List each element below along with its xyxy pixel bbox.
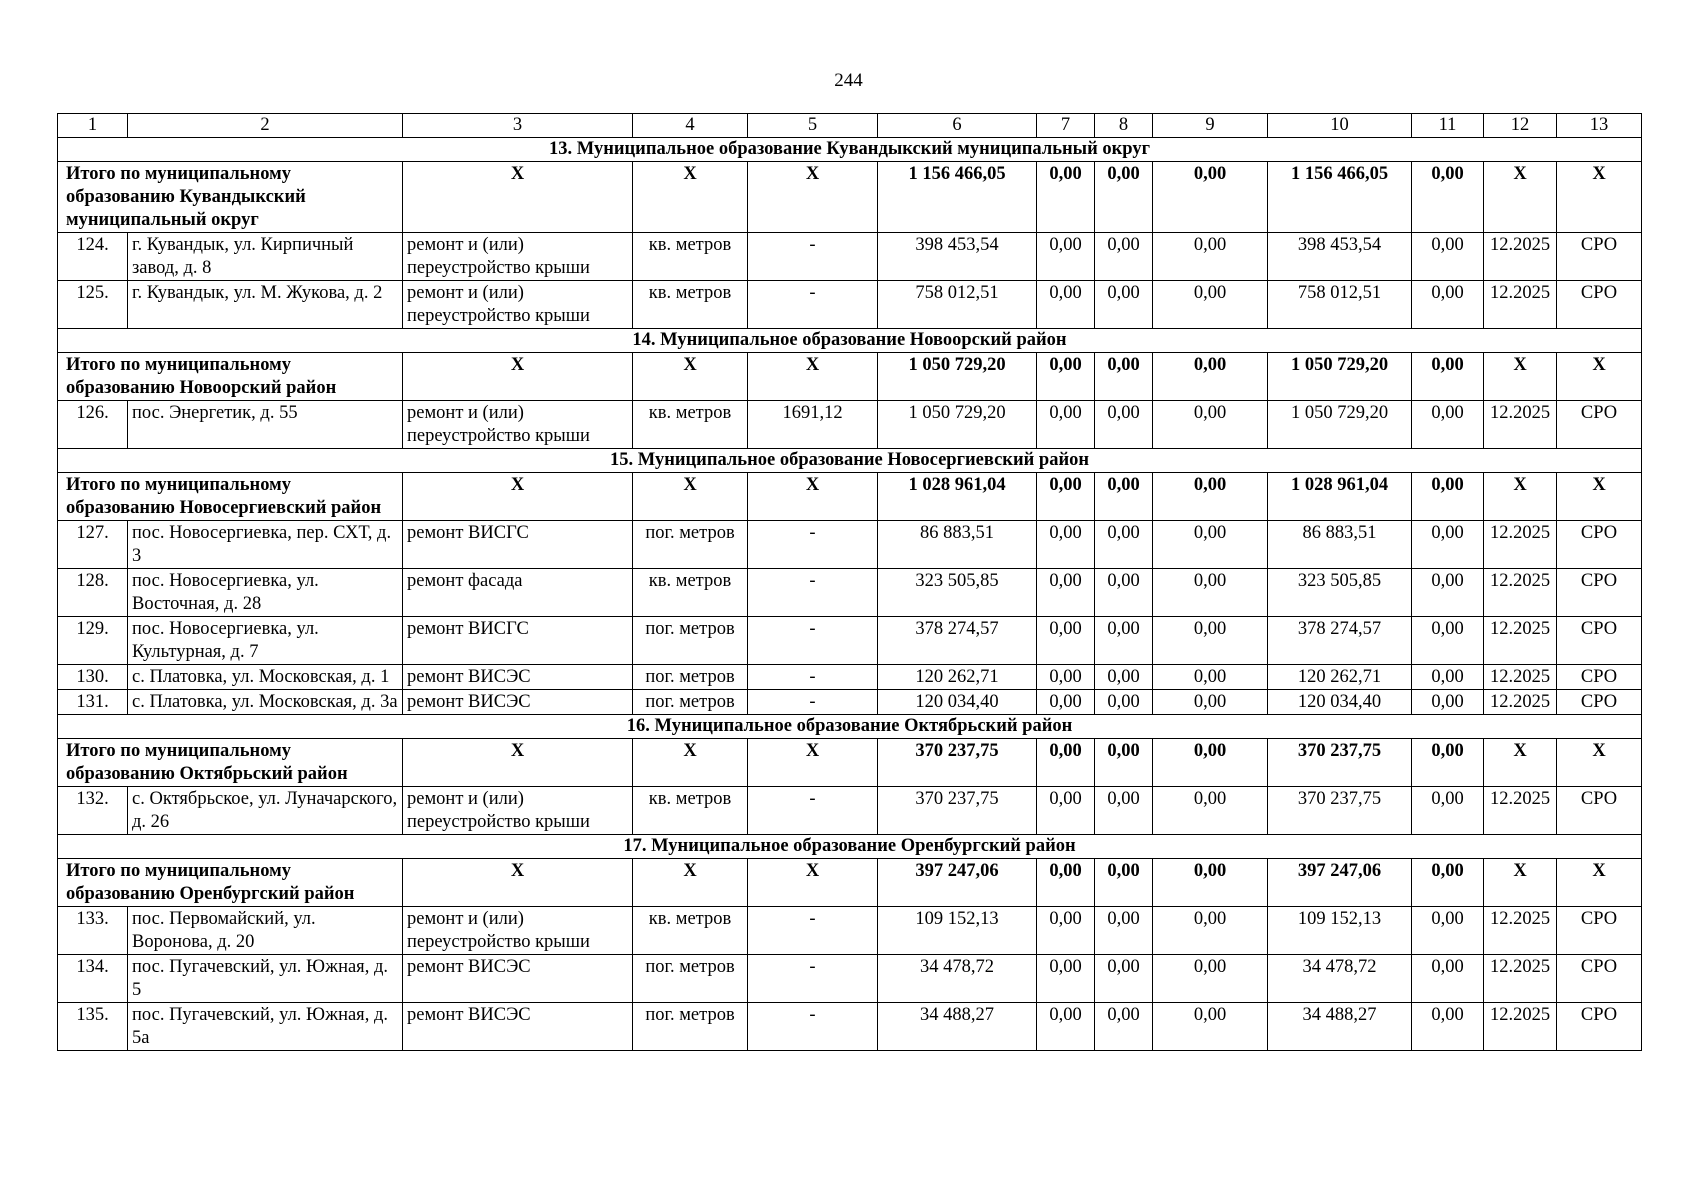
total-cell-c7: 0,00 <box>1037 473 1095 521</box>
address-cell: пос. Новосергиевка, ул. Культурная, д. 7 <box>128 617 403 665</box>
value-cell-c13: СРО <box>1557 1003 1642 1051</box>
value-cell-c9: 0,00 <box>1153 955 1268 1003</box>
section-title: 13. Муниципальное образование Кувандыкский муниципальный округ <box>58 138 1642 162</box>
unit-cell: пог. метров <box>633 521 748 569</box>
value-cell-c8: 0,00 <box>1095 787 1153 835</box>
value-cell-c6: 378 274,57 <box>878 617 1037 665</box>
quantity-cell: - <box>748 569 878 617</box>
total-cell-c12: X <box>1484 162 1557 233</box>
column-header: 6 <box>878 114 1037 138</box>
value-cell-c6: 323 505,85 <box>878 569 1037 617</box>
table-row <box>58 1003 1642 1051</box>
total-cell-c12: X <box>1484 353 1557 401</box>
value-cell-c11: 0,00 <box>1412 665 1484 690</box>
total-cell-c4: X <box>633 353 748 401</box>
total-cell-c4: X <box>633 739 748 787</box>
value-cell-c9: 0,00 <box>1153 787 1268 835</box>
address-cell: пос. Энергетик, д. 55 <box>128 401 403 449</box>
table-row <box>58 617 1642 665</box>
value-cell-c6: 398 453,54 <box>878 233 1037 281</box>
row-number: 124. <box>58 233 128 281</box>
value-cell-c7: 0,00 <box>1037 1003 1095 1051</box>
work-type-cell: ремонт и (или) переустройство крыши <box>403 907 633 955</box>
total-cell-c7: 0,00 <box>1037 353 1095 401</box>
value-cell-c8: 0,00 <box>1095 521 1153 569</box>
column-header: 1 <box>58 114 128 138</box>
unit-cell: кв. метров <box>633 281 748 329</box>
total-cell-c11: 0,00 <box>1412 353 1484 401</box>
total-cell-c9: 0,00 <box>1153 859 1268 907</box>
value-cell-c7: 0,00 <box>1037 907 1095 955</box>
total-cell-c3: X <box>403 473 633 521</box>
value-cell-c8: 0,00 <box>1095 907 1153 955</box>
total-cell-c8: 0,00 <box>1095 859 1153 907</box>
table-row <box>58 401 1642 449</box>
value-cell-c11: 0,00 <box>1412 787 1484 835</box>
total-cell-c5: X <box>748 859 878 907</box>
row-number: 133. <box>58 907 128 955</box>
total-cell-c12: X <box>1484 739 1557 787</box>
unit-cell: кв. метров <box>633 233 748 281</box>
value-cell-c12: 12.2025 <box>1484 787 1557 835</box>
quantity-cell: - <box>748 665 878 690</box>
row-number: 129. <box>58 617 128 665</box>
value-cell-c13: СРО <box>1557 787 1642 835</box>
unit-cell: кв. метров <box>633 787 748 835</box>
row-number: 127. <box>58 521 128 569</box>
column-header: 12 <box>1484 114 1557 138</box>
total-cell-c3: X <box>403 859 633 907</box>
value-cell-c12: 12.2025 <box>1484 617 1557 665</box>
value-cell-c8: 0,00 <box>1095 569 1153 617</box>
value-cell-c12: 12.2025 <box>1484 401 1557 449</box>
value-cell-c12: 12.2025 <box>1484 690 1557 715</box>
value-cell-c6: 34 488,27 <box>878 1003 1037 1051</box>
value-cell-c9: 0,00 <box>1153 907 1268 955</box>
value-cell-c6: 34 478,72 <box>878 955 1037 1003</box>
row-number: 128. <box>58 569 128 617</box>
work-type-cell: ремонт ВИСЭС <box>403 1003 633 1051</box>
value-cell-c10: 398 453,54 <box>1268 233 1412 281</box>
total-cell-c10: 1 050 729,20 <box>1268 353 1412 401</box>
total-cell-c13: X <box>1557 162 1642 233</box>
value-cell-c10: 109 152,13 <box>1268 907 1412 955</box>
value-cell-c10: 323 505,85 <box>1268 569 1412 617</box>
section-total-row <box>58 739 1642 787</box>
value-cell-c10: 758 012,51 <box>1268 281 1412 329</box>
value-cell-c7: 0,00 <box>1037 521 1095 569</box>
value-cell-c6: 120 034,40 <box>878 690 1037 715</box>
work-type-cell: ремонт ВИСГС <box>403 521 633 569</box>
value-cell-c9: 0,00 <box>1153 665 1268 690</box>
page-number: 244 <box>834 70 863 91</box>
value-cell-c9: 0,00 <box>1153 281 1268 329</box>
quantity-cell: - <box>748 787 878 835</box>
quantity-cell: - <box>748 690 878 715</box>
section-title-row <box>58 449 1642 473</box>
address-cell: пос. Новосергиевка, пер. СХТ, д. 3 <box>128 521 403 569</box>
column-header: 13 <box>1557 114 1642 138</box>
value-cell-c13: СРО <box>1557 521 1642 569</box>
value-cell-c13: СРО <box>1557 907 1642 955</box>
table-row <box>58 665 1642 690</box>
row-number: 125. <box>58 281 128 329</box>
total-cell-c11: 0,00 <box>1412 739 1484 787</box>
total-label: Итого по муниципальному образованию Кувандыкский муниципальный округ <box>58 162 403 233</box>
value-cell-c9: 0,00 <box>1153 1003 1268 1051</box>
value-cell-c9: 0,00 <box>1153 617 1268 665</box>
unit-cell: кв. метров <box>633 401 748 449</box>
work-type-cell: ремонт и (или) переустройство крыши <box>403 787 633 835</box>
value-cell-c11: 0,00 <box>1412 281 1484 329</box>
value-cell-c8: 0,00 <box>1095 281 1153 329</box>
value-cell-c8: 0,00 <box>1095 233 1153 281</box>
address-cell: пос. Новосергиевка, ул. Восточная, д. 28 <box>128 569 403 617</box>
value-cell-c7: 0,00 <box>1037 955 1095 1003</box>
value-cell-c10: 378 274,57 <box>1268 617 1412 665</box>
section-total-row <box>58 859 1642 907</box>
total-cell-c13: X <box>1557 859 1642 907</box>
unit-cell: пог. метров <box>633 665 748 690</box>
total-cell-c10: 1 156 466,05 <box>1268 162 1412 233</box>
row-number: 132. <box>58 787 128 835</box>
section-total-row <box>58 473 1642 521</box>
value-cell-c13: СРО <box>1557 617 1642 665</box>
table-row <box>58 521 1642 569</box>
value-cell-c12: 12.2025 <box>1484 281 1557 329</box>
total-cell-c13: X <box>1557 739 1642 787</box>
value-cell-c13: СРО <box>1557 233 1642 281</box>
total-cell-c10: 370 237,75 <box>1268 739 1412 787</box>
address-cell: пос. Пугачевский, ул. Южная, д. 5 <box>128 955 403 1003</box>
total-cell-c11: 0,00 <box>1412 859 1484 907</box>
table-row <box>58 569 1642 617</box>
column-header: 4 <box>633 114 748 138</box>
total-cell-c13: X <box>1557 353 1642 401</box>
total-cell-c11: 0,00 <box>1412 473 1484 521</box>
total-cell-c5: X <box>748 353 878 401</box>
quantity-cell: - <box>748 233 878 281</box>
column-header: 2 <box>128 114 403 138</box>
section-title-row <box>58 138 1642 162</box>
value-cell-c12: 12.2025 <box>1484 569 1557 617</box>
total-cell-c9: 0,00 <box>1153 162 1268 233</box>
section-title: 17. Муниципальное образование Оренбургский район <box>58 835 1642 859</box>
value-cell-c8: 0,00 <box>1095 617 1153 665</box>
unit-cell: пог. метров <box>633 617 748 665</box>
quantity-cell: - <box>748 521 878 569</box>
value-cell-c8: 0,00 <box>1095 665 1153 690</box>
value-cell-c9: 0,00 <box>1153 233 1268 281</box>
value-cell-c6: 120 262,71 <box>878 665 1037 690</box>
value-cell-c13: СРО <box>1557 281 1642 329</box>
value-cell-c9: 0,00 <box>1153 569 1268 617</box>
unit-cell: кв. метров <box>633 569 748 617</box>
value-cell-c6: 86 883,51 <box>878 521 1037 569</box>
address-cell: с. Платовка, ул. Московская, д. 1 <box>128 665 403 690</box>
value-cell-c8: 0,00 <box>1095 690 1153 715</box>
total-cell-c6: 1 028 961,04 <box>878 473 1037 521</box>
value-cell-c6: 370 237,75 <box>878 787 1037 835</box>
value-cell-c10: 370 237,75 <box>1268 787 1412 835</box>
total-cell-c12: X <box>1484 473 1557 521</box>
total-cell-c8: 0,00 <box>1095 739 1153 787</box>
value-cell-c11: 0,00 <box>1412 521 1484 569</box>
total-cell-c9: 0,00 <box>1153 473 1268 521</box>
value-cell-c12: 12.2025 <box>1484 521 1557 569</box>
total-cell-c6: 1 156 466,05 <box>878 162 1037 233</box>
value-cell-c11: 0,00 <box>1412 569 1484 617</box>
value-cell-c6: 758 012,51 <box>878 281 1037 329</box>
column-header: 8 <box>1095 114 1153 138</box>
work-type-cell: ремонт и (или) переустройство крыши <box>403 401 633 449</box>
value-cell-c7: 0,00 <box>1037 401 1095 449</box>
total-cell-c6: 370 237,75 <box>878 739 1037 787</box>
section-title-row <box>58 715 1642 739</box>
value-cell-c13: СРО <box>1557 665 1642 690</box>
column-header: 7 <box>1037 114 1095 138</box>
total-label: Итого по муниципальному образованию Оренбургский район <box>58 859 403 907</box>
quantity-cell: - <box>748 955 878 1003</box>
total-cell-c8: 0,00 <box>1095 353 1153 401</box>
row-number: 126. <box>58 401 128 449</box>
unit-cell: пог. метров <box>633 690 748 715</box>
row-number: 130. <box>58 665 128 690</box>
column-header: 10 <box>1268 114 1412 138</box>
total-cell-c3: X <box>403 739 633 787</box>
work-type-cell: ремонт и (или) переустройство крыши <box>403 233 633 281</box>
value-cell-c10: 34 478,72 <box>1268 955 1412 1003</box>
table-row <box>58 955 1642 1003</box>
value-cell-c8: 0,00 <box>1095 401 1153 449</box>
total-label: Итого по муниципальному образованию Новоорский район <box>58 353 403 401</box>
total-cell-c4: X <box>633 859 748 907</box>
value-cell-c7: 0,00 <box>1037 281 1095 329</box>
value-cell-c9: 0,00 <box>1153 401 1268 449</box>
total-cell-c8: 0,00 <box>1095 162 1153 233</box>
value-cell-c9: 0,00 <box>1153 690 1268 715</box>
total-cell-c7: 0,00 <box>1037 859 1095 907</box>
table-row <box>58 907 1642 955</box>
table-row <box>58 690 1642 715</box>
total-cell-c6: 1 050 729,20 <box>878 353 1037 401</box>
value-cell-c12: 12.2025 <box>1484 665 1557 690</box>
total-cell-c9: 0,00 <box>1153 353 1268 401</box>
address-cell: г. Кувандык, ул. Кирпичный завод, д. 8 <box>128 233 403 281</box>
total-cell-c7: 0,00 <box>1037 739 1095 787</box>
unit-cell: пог. метров <box>633 1003 748 1051</box>
quantity-cell: - <box>748 907 878 955</box>
section-title: 16. Муниципальное образование Октябрьский район <box>58 715 1642 739</box>
value-cell-c7: 0,00 <box>1037 787 1095 835</box>
value-cell-c7: 0,00 <box>1037 617 1095 665</box>
value-cell-c12: 12.2025 <box>1484 907 1557 955</box>
value-cell-c7: 0,00 <box>1037 569 1095 617</box>
value-cell-c11: 0,00 <box>1412 1003 1484 1051</box>
value-cell-c11: 0,00 <box>1412 617 1484 665</box>
work-type-cell: ремонт ВИСЭС <box>403 955 633 1003</box>
value-cell-c13: СРО <box>1557 690 1642 715</box>
quantity-cell: - <box>748 617 878 665</box>
unit-cell: пог. метров <box>633 955 748 1003</box>
total-cell-c5: X <box>748 473 878 521</box>
value-cell-c6: 1 050 729,20 <box>878 401 1037 449</box>
value-cell-c10: 86 883,51 <box>1268 521 1412 569</box>
total-cell-c3: X <box>403 353 633 401</box>
quantity-cell: 1691,12 <box>748 401 878 449</box>
total-cell-c6: 397 247,06 <box>878 859 1037 907</box>
total-cell-c10: 397 247,06 <box>1268 859 1412 907</box>
value-cell-c13: СРО <box>1557 401 1642 449</box>
work-type-cell: ремонт ВИСЭС <box>403 690 633 715</box>
value-cell-c10: 120 034,40 <box>1268 690 1412 715</box>
address-cell: с. Платовка, ул. Московская, д. 3а <box>128 690 403 715</box>
total-cell-c9: 0,00 <box>1153 739 1268 787</box>
value-cell-c12: 12.2025 <box>1484 233 1557 281</box>
total-cell-c3: X <box>403 162 633 233</box>
value-cell-c10: 1 050 729,20 <box>1268 401 1412 449</box>
work-type-cell: ремонт фасада <box>403 569 633 617</box>
value-cell-c7: 0,00 <box>1037 233 1095 281</box>
total-cell-c13: X <box>1557 473 1642 521</box>
value-cell-c11: 0,00 <box>1412 907 1484 955</box>
work-type-cell: ремонт ВИСГС <box>403 617 633 665</box>
value-cell-c9: 0,00 <box>1153 521 1268 569</box>
table-row <box>58 281 1642 329</box>
section-title: 15. Муниципальное образование Новосергиевский район <box>58 449 1642 473</box>
value-cell-c7: 0,00 <box>1037 665 1095 690</box>
total-label: Итого по муниципальному образованию Новосергиевский район <box>58 473 403 521</box>
total-cell-c10: 1 028 961,04 <box>1268 473 1412 521</box>
unit-cell: кв. метров <box>633 907 748 955</box>
repair-register-table <box>57 113 1642 1051</box>
column-header: 5 <box>748 114 878 138</box>
total-cell-c8: 0,00 <box>1095 473 1153 521</box>
value-cell-c12: 12.2025 <box>1484 955 1557 1003</box>
row-number: 131. <box>58 690 128 715</box>
column-header: 9 <box>1153 114 1268 138</box>
section-total-row <box>58 162 1642 233</box>
table-row <box>58 233 1642 281</box>
column-header: 11 <box>1412 114 1484 138</box>
value-cell-c11: 0,00 <box>1412 690 1484 715</box>
total-cell-c4: X <box>633 162 748 233</box>
value-cell-c13: СРО <box>1557 569 1642 617</box>
address-cell: с. Октябрьское, ул. Луначарского, д. 26 <box>128 787 403 835</box>
address-cell: пос. Первомайский, ул. Воронова, д. 20 <box>128 907 403 955</box>
table-row <box>58 787 1642 835</box>
total-cell-c5: X <box>748 739 878 787</box>
value-cell-c10: 34 488,27 <box>1268 1003 1412 1051</box>
row-number: 134. <box>58 955 128 1003</box>
value-cell-c11: 0,00 <box>1412 233 1484 281</box>
value-cell-c6: 109 152,13 <box>878 907 1037 955</box>
column-header: 3 <box>403 114 633 138</box>
work-type-cell: ремонт и (или) переустройство крыши <box>403 281 633 329</box>
section-title: 14. Муниципальное образование Новоорский район <box>58 329 1642 353</box>
total-cell-c4: X <box>633 473 748 521</box>
work-type-cell: ремонт ВИСЭС <box>403 665 633 690</box>
value-cell-c10: 120 262,71 <box>1268 665 1412 690</box>
value-cell-c8: 0,00 <box>1095 955 1153 1003</box>
address-cell: г. Кувандык, ул. М. Жукова, д. 2 <box>128 281 403 329</box>
value-cell-c11: 0,00 <box>1412 401 1484 449</box>
value-cell-c8: 0,00 <box>1095 1003 1153 1051</box>
value-cell-c7: 0,00 <box>1037 690 1095 715</box>
total-cell-c11: 0,00 <box>1412 162 1484 233</box>
section-title-row <box>58 329 1642 353</box>
total-label: Итого по муниципальному образованию Октябрьский район <box>58 739 403 787</box>
total-cell-c12: X <box>1484 859 1557 907</box>
address-cell: пос. Пугачевский, ул. Южная, д. 5а <box>128 1003 403 1051</box>
total-cell-c7: 0,00 <box>1037 162 1095 233</box>
value-cell-c11: 0,00 <box>1412 955 1484 1003</box>
section-title-row <box>58 835 1642 859</box>
value-cell-c13: СРО <box>1557 955 1642 1003</box>
quantity-cell: - <box>748 281 878 329</box>
row-number: 135. <box>58 1003 128 1051</box>
total-cell-c5: X <box>748 162 878 233</box>
value-cell-c12: 12.2025 <box>1484 1003 1557 1051</box>
section-total-row <box>58 353 1642 401</box>
column-number-row <box>58 114 1642 138</box>
quantity-cell: - <box>748 1003 878 1051</box>
